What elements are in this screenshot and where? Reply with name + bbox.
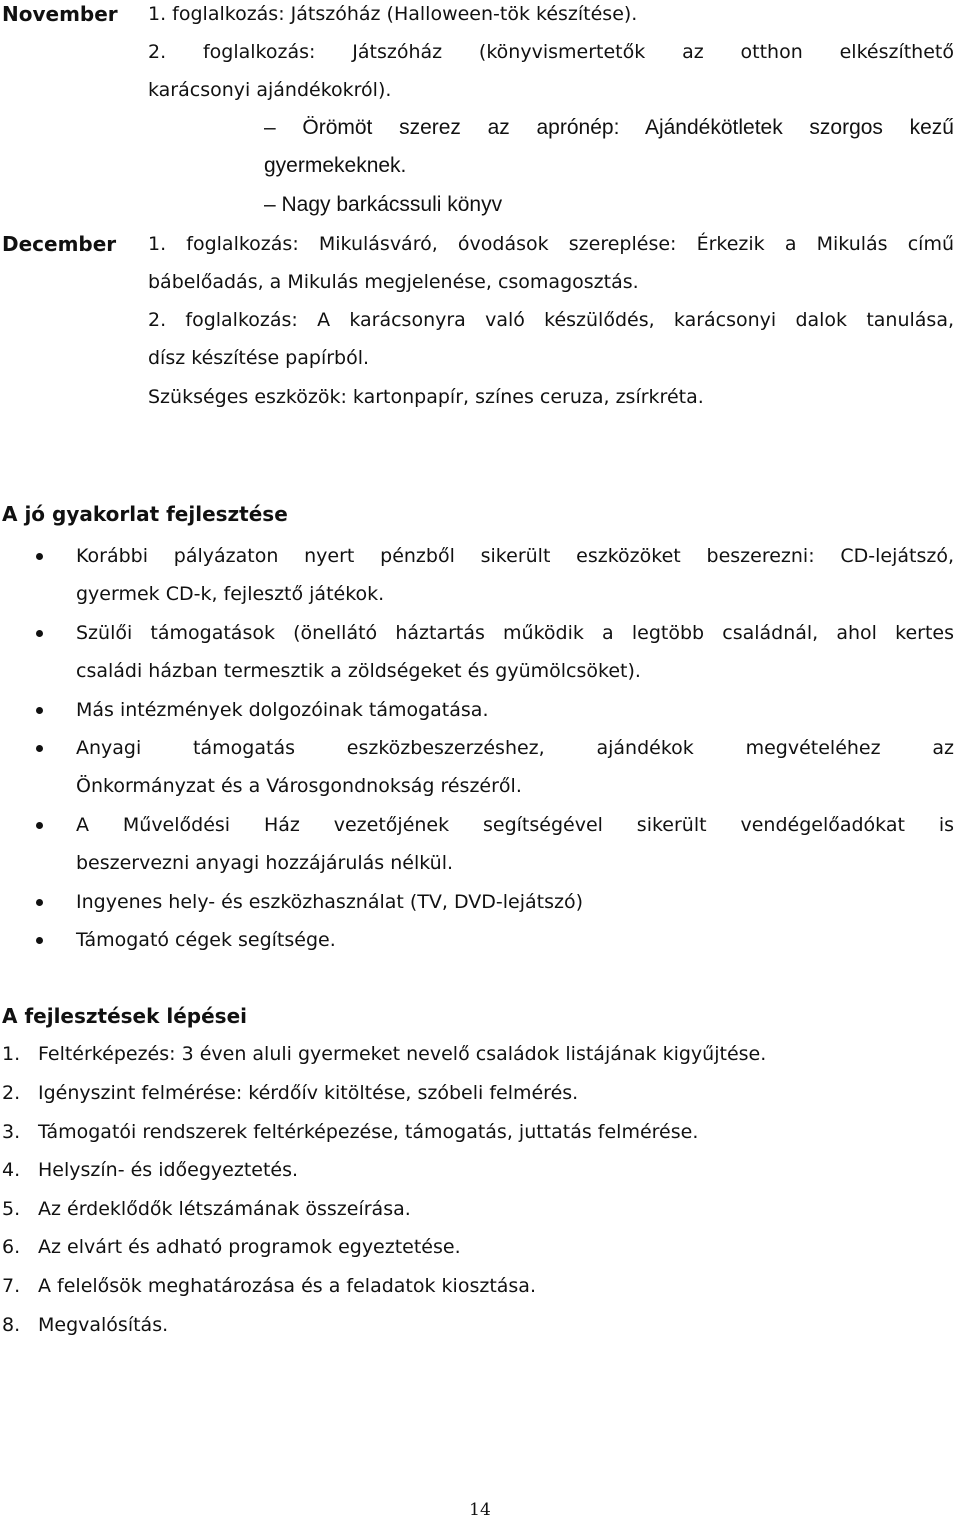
- good-practice-heading: A jó gyakorlat fejlesztése: [2, 502, 288, 526]
- list-item: [2, 1113, 698, 1151]
- step-number: 8.: [2, 1314, 21, 1336]
- month-label: December: [2, 232, 117, 256]
- bullet-text: Önkormányzat és a Városgondnokság részéről.: [76, 775, 522, 797]
- steps-heading: A fejlesztések lépései: [2, 1004, 248, 1028]
- bullet-text: Más intézmények dolgozóinak támogatása.: [76, 699, 489, 721]
- step-text: A felelősök meghatározása és a feladatok kiosztása.: [38, 1275, 536, 1297]
- bullet-text: Korábbi pályázaton nyert pénzből sikerült eszközöket beszerezni: CD-lejátszó,: [76, 545, 954, 567]
- month-line: 2. foglalkozás: A karácsonyra való készülődés, karácsonyi dalok tanulása,: [148, 309, 954, 331]
- list-item: [2, 1228, 461, 1266]
- step-number: 4.: [2, 1159, 21, 1181]
- step-number: 5.: [2, 1198, 21, 1220]
- bullet-text: Támogató cégek segítsége.: [76, 929, 336, 951]
- bullet-text: Anyagi támogatás eszközbeszerzéshez, ajándékok megvételéhez az: [76, 737, 954, 759]
- month-line: karácsonyi ajándékokról).: [148, 79, 392, 101]
- month-line: 1. foglalkozás: Játszóház (Halloween-tök készítése).: [148, 3, 638, 25]
- month-line: – Örömöt szerez az aprónép: Ajándékötletek szorgos kezű: [264, 116, 954, 139]
- step-number: 6.: [2, 1236, 21, 1258]
- step-text: Helyszín- és időegyeztetés.: [38, 1159, 299, 1181]
- bullet-icon: [36, 630, 43, 637]
- bullet-icon: [36, 899, 43, 906]
- step-text: Az érdeklődők létszámának összeírása.: [38, 1198, 411, 1220]
- bullet-text: beszervezni anyagi hozzájárulás nélkül.: [76, 852, 454, 874]
- list-item: [2, 1267, 536, 1305]
- list-item: [2, 1190, 411, 1228]
- bullet-text: családi házban termesztik a zöldségeket és gyümölcsöket).: [76, 660, 641, 682]
- bullet-icon: [36, 745, 43, 752]
- step-text: Megvalósítás.: [38, 1314, 169, 1336]
- month-line: dísz készítése papírból.: [148, 347, 370, 369]
- step-number: 7.: [2, 1275, 21, 1297]
- bullet-icon: [36, 937, 43, 944]
- step-text: Igényszint felmérése: kérdőív kitöltése, szóbeli felmérés.: [38, 1082, 579, 1104]
- list-item: [2, 1035, 766, 1073]
- list-item: [2, 1151, 298, 1189]
- page-number: 14: [469, 1500, 491, 1520]
- month-line: – Nagy barkácssuli könyv: [264, 193, 503, 216]
- month-line: 2. foglalkozás: Játszóház (könyvismertetők az otthon elkészíthető: [148, 41, 954, 63]
- month-line: Szükséges eszközök: kartonpapír, színes ceruza, zsírkréta.: [148, 386, 704, 408]
- bullet-text: gyermek CD-k, fejlesztő játékok.: [76, 583, 385, 605]
- step-number: 1.: [2, 1043, 21, 1065]
- bullet-icon: [36, 822, 43, 829]
- bullet-icon: [36, 553, 43, 560]
- list-item: [2, 1074, 578, 1112]
- bullet-icon: [36, 707, 43, 714]
- month-line: 1. foglalkozás: Mikulásváró, óvodások szereplése: Érkezik a Mikulás című: [148, 233, 954, 255]
- bullet-text: Ingyenes hely- és eszközhasználat (TV, DVD-lejátszó): [76, 891, 584, 913]
- month-line: bábelőadás, a Mikulás megjelenése, csomagosztás.: [148, 271, 639, 293]
- step-text: Az elvárt és adható programok egyeztetése.: [38, 1236, 461, 1258]
- bullet-text: Szülői támogatások (önellátó háztartás működik a legtöbb családnál, ahol kertes: [76, 622, 954, 644]
- month-label: November: [2, 2, 118, 26]
- list-item: [2, 1306, 168, 1344]
- month-line: gyermekeknek.: [264, 154, 407, 177]
- step-text: Támogatói rendszerek feltérképezése, támogatás, juttatás felmérése.: [38, 1121, 699, 1143]
- bullet-text: A Művelődési Ház vezetőjének segítségével sikerült vendégelőadókat is: [76, 814, 954, 836]
- step-text: Feltérképezés: 3 éven aluli gyermeket nevelő családok listájának kigyűjtése.: [38, 1043, 767, 1065]
- step-number: 3.: [2, 1121, 21, 1143]
- step-number: 2.: [2, 1082, 21, 1104]
